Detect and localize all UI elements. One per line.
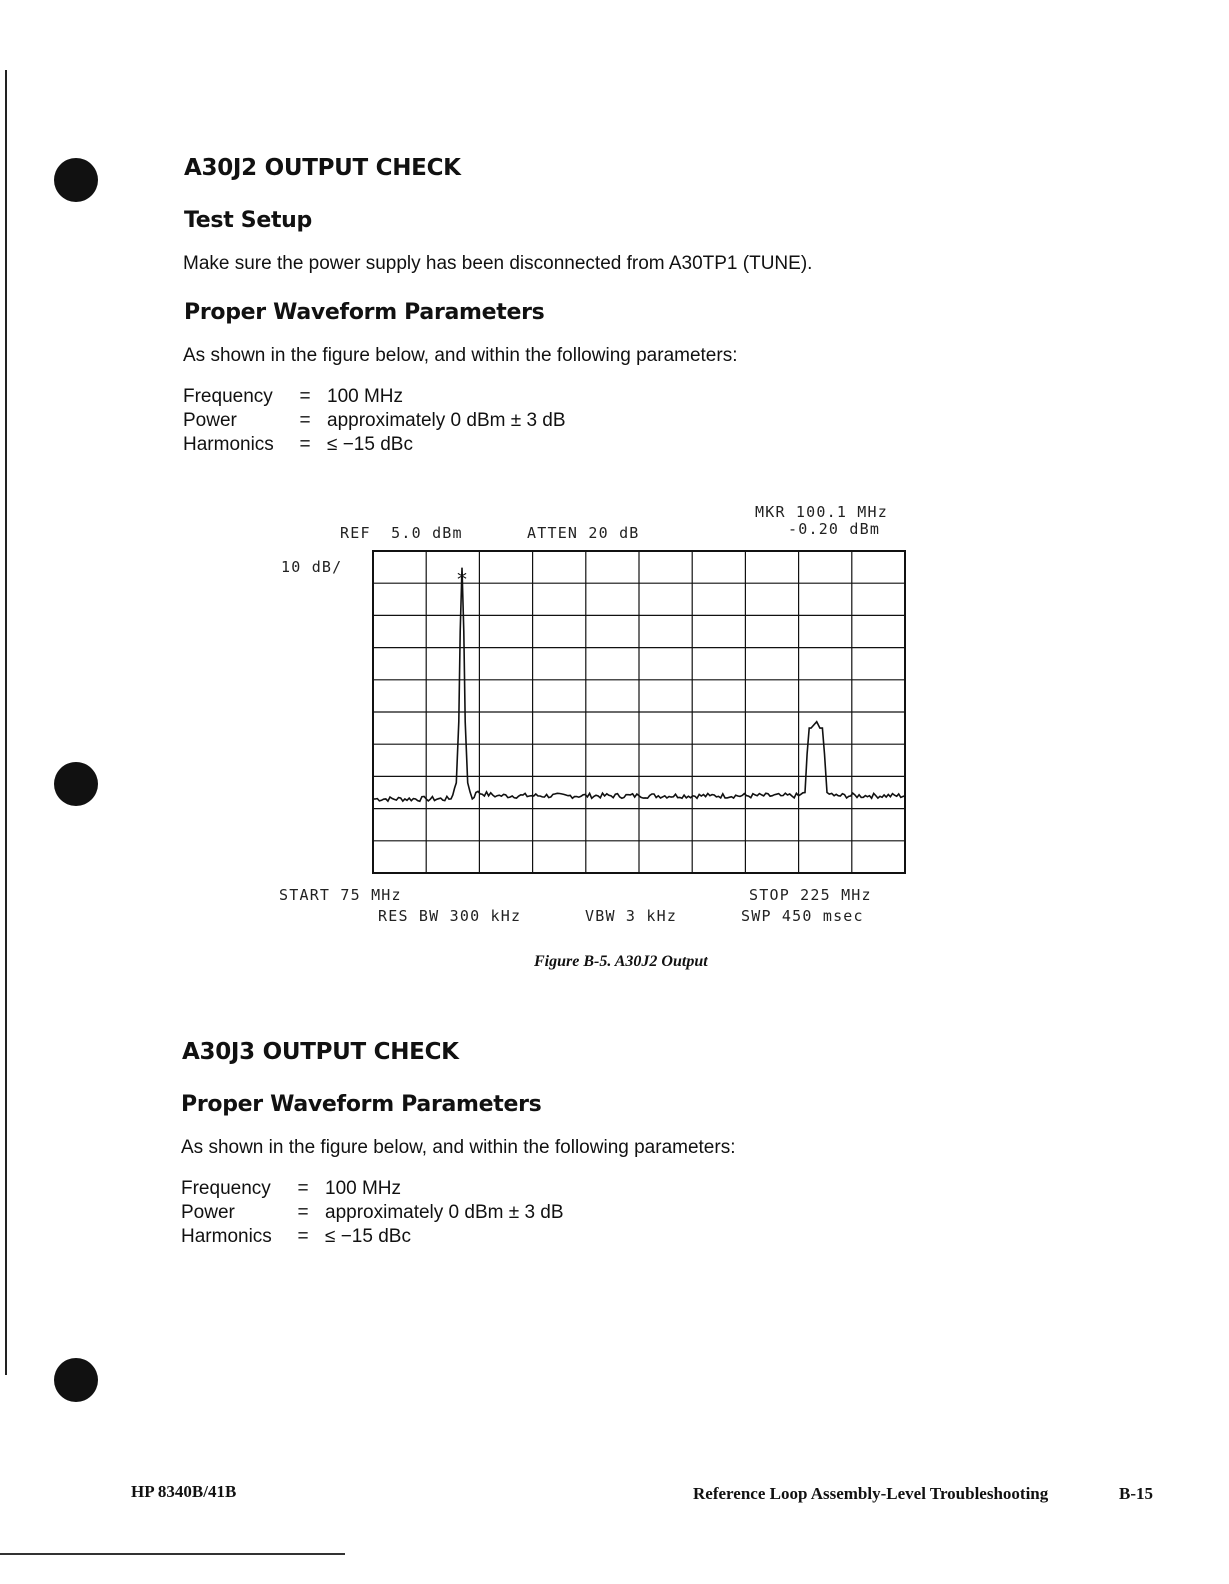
param-row-frequency (181, 1177, 564, 1201)
marker-level-label: -0.20 dBm (788, 520, 881, 538)
param-label: Frequency (181, 1178, 271, 1199)
param-row-harmonics (181, 1225, 564, 1249)
binder-hole-top (54, 158, 98, 202)
waveform-intro-1: As shown in the figure below, and within the following parameters: (183, 345, 738, 366)
start-frequency-label: START 75 MHz (279, 886, 402, 904)
ref-level-label: REF 5.0 dBm (340, 524, 463, 542)
parameter-list-2 (181, 1177, 564, 1249)
param-row-frequency (183, 385, 566, 409)
footer-model: HP 8340B/41B (131, 1482, 237, 1501)
marker-symbol: * (457, 567, 468, 592)
param-label: Harmonics (181, 1226, 272, 1247)
param-row-power (183, 409, 566, 433)
param-value: approximately 0 dBm ± 3 dB (325, 1202, 564, 1223)
test-setup-text: Make sure the power supply has been disconnected from A30TP1 (TUNE). (183, 253, 813, 274)
parameter-list-1 (183, 385, 566, 457)
param-value: 100 MHz (327, 386, 404, 407)
scale-label: 10 dB/ (281, 558, 343, 576)
param-row-power (181, 1201, 564, 1225)
video-bandwidth-label: VBW 3 kHz (585, 907, 678, 925)
binder-hole-bottom (54, 1358, 98, 1402)
param-equals: = (299, 386, 311, 407)
spectrum-plot (372, 550, 906, 874)
param-value: ≤ −15 dBc (327, 434, 413, 455)
sweep-time-label: SWP 450 msec (741, 907, 864, 925)
footer-chapter-title: Reference Loop Assembly-Level Troubleshooting (693, 1484, 1049, 1503)
param-value: ≤ −15 dBc (325, 1226, 411, 1247)
section-title-a30j2: A30J2 OUTPUT CHECK (184, 155, 461, 181)
param-label: Power (181, 1202, 235, 1223)
param-label: Power (183, 410, 237, 431)
param-equals: = (297, 1226, 309, 1247)
param-label: Frequency (183, 386, 273, 407)
param-equals: = (299, 410, 311, 431)
param-value: approximately 0 dBm ± 3 dB (327, 410, 566, 431)
heading-waveform-1: Proper Waveform Parameters (184, 300, 545, 325)
resolution-bandwidth-label: RES BW 300 kHz (378, 907, 522, 925)
page-margin-line (5, 70, 7, 1375)
param-equals: = (297, 1178, 309, 1199)
marker-frequency-label: MKR 100.1 MHz (755, 503, 888, 521)
param-value: 100 MHz (325, 1178, 402, 1199)
footer-page-number: B-15 (1119, 1484, 1153, 1503)
attenuation-label: ATTEN 20 dB (527, 524, 640, 542)
heading-test-setup: Test Setup (184, 208, 312, 233)
stop-frequency-label: STOP 225 MHz (749, 886, 872, 904)
param-label: Harmonics (183, 434, 274, 455)
heading-waveform-2: Proper Waveform Parameters (181, 1092, 542, 1117)
bottom-rule (0, 1553, 345, 1555)
plot-grid (373, 551, 905, 873)
section-title-a30j3: A30J3 OUTPUT CHECK (182, 1039, 459, 1065)
figure-caption: Figure B-5. A30J2 Output (534, 953, 708, 970)
param-equals: = (297, 1202, 309, 1223)
param-equals: = (299, 434, 311, 455)
binder-hole-middle (54, 762, 98, 806)
waveform-intro-2: As shown in the figure below, and within the following parameters: (181, 1137, 736, 1158)
param-row-harmonics (183, 433, 566, 457)
